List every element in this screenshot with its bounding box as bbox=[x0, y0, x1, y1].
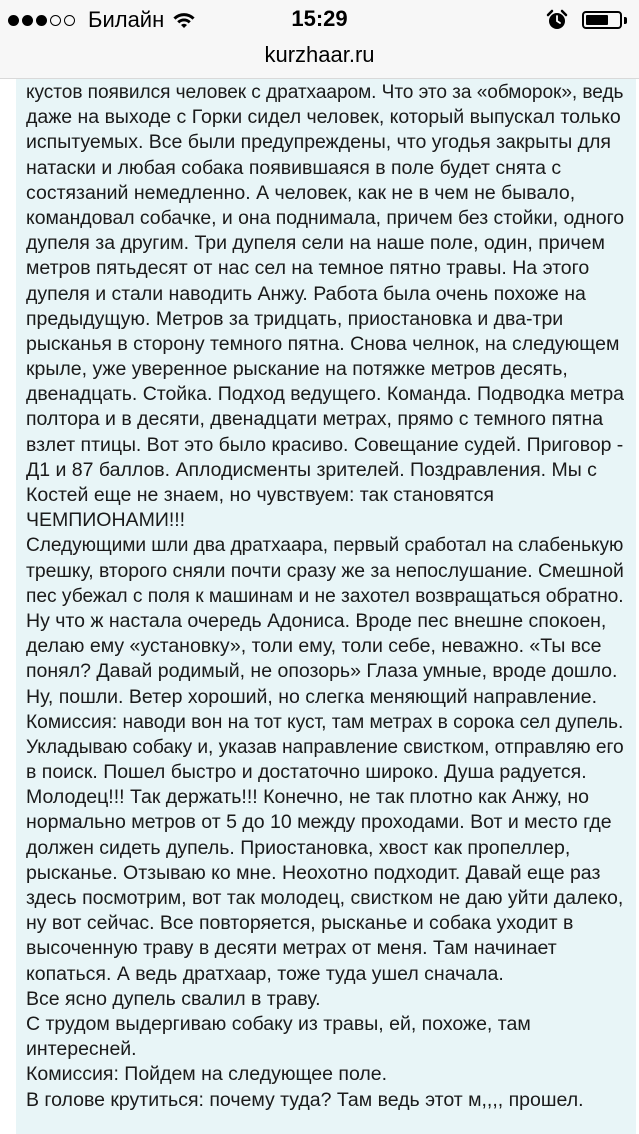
article-line: в поиск. Пошел быстро и достаточно широко. Душа радуется. bbox=[26, 761, 587, 784]
article-line: даже на выходе с Горки сидел человек, который выпускал только bbox=[26, 106, 621, 129]
article-line: нормально метров от 5 до 10 между проходами. Вот и место где bbox=[26, 811, 612, 834]
article-line: Д1 и 87 баллов. Аплодисменты зрителей. Поздравления. Мы с bbox=[26, 458, 597, 481]
article-text bbox=[16, 79, 636, 1134]
article-line: С трудом выдергиваю собаку из травы, ей, похоже, там bbox=[26, 1012, 531, 1035]
article-line: кустов появился человек с дратхааром. Что это за «обморок», ведь bbox=[26, 82, 624, 103]
status-right bbox=[546, 9, 627, 31]
article-line: метров пятьдесят от нас сел на темное пятно травы. На этого bbox=[26, 257, 590, 280]
article-line: предыдущую. Метров за тридцать, приостановка и два-три bbox=[26, 307, 564, 330]
article-line: делаю ему «установку», толи ему, толи себе, неважно. «Ты все bbox=[26, 635, 602, 658]
article-line: Костей еще не знаем, но чувствуем: так становятся bbox=[26, 484, 494, 506]
article-line: высоченную траву в десяти метрах от меня. Там начинает bbox=[26, 937, 557, 960]
battery-level bbox=[586, 15, 608, 25]
carrier-name: Билайн bbox=[88, 7, 165, 32]
article-line: ну вот сейчас. Все повторяется, рысканье и собака уходит в bbox=[26, 912, 574, 935]
article-line: двенадцать. Стойка. Подход ведущего. Команда. Подводка метра bbox=[26, 383, 624, 406]
article-line: Ну что ж настала очередь Адониса. Вроде пес внешне спокоен, bbox=[26, 609, 607, 632]
article-line: рысканья в сторону темного пятна. Снова челнок, на следующем bbox=[26, 332, 620, 355]
article-line: состязаний немедленно. А человек, как не в чем не бывало, bbox=[26, 181, 576, 204]
article-line: Все ясно дупель свалил в траву. bbox=[26, 987, 321, 1010]
url-text: kurzhaar.ru bbox=[264, 42, 375, 67]
alarm-clock-icon bbox=[546, 9, 568, 31]
article-line: Комиссия: Пойдем на следующее поле. bbox=[26, 1063, 388, 1086]
article-line: понял? Давай родимый, не опозорь» Глаза умные, вроде дошло. bbox=[26, 660, 618, 683]
article-line: дупеля за другим. Три дупеля сели на наше поле, один, причем bbox=[26, 232, 605, 255]
article-line: трешку, второго сняли почти сразу же за непослушание. Смешной bbox=[26, 559, 624, 582]
article-line: Комиссия: наводи вон на тот куст, там метрах в сорока сел дупель. bbox=[26, 711, 624, 733]
article-line: Ну, пошли. Ветер хороший, но слегка меняющий направление. bbox=[26, 685, 598, 708]
article-line: В голове крутиться: почему туда? Там ведь этот м,,,, прошел. bbox=[26, 1088, 584, 1111]
article-line: интересней. bbox=[26, 1038, 137, 1061]
article-line: крыле, уже уверенное рыскание на потяжке метров десять, bbox=[26, 358, 568, 381]
battery-tip bbox=[624, 17, 627, 24]
article-line: здесь посмотрим, вот так молодец, свистком не даю уйти далеко, bbox=[26, 887, 624, 909]
article-line: ЧЕМПИОНАМИ!!! bbox=[26, 509, 186, 532]
article-line: пес убежал с поля к машинам и не захотел возвращаться обратно. bbox=[26, 585, 624, 607]
address-bar[interactable] bbox=[0, 40, 639, 79]
battery-icon bbox=[582, 11, 622, 29]
article-line: взлет птицы. Вот это было красиво. Совещание судей. Приговор - bbox=[26, 433, 624, 456]
article-line: рысканье. Отзываю ко мне. Неохотно подходит. Давай еще раз bbox=[26, 861, 601, 884]
article-line: должен сидеть дупель. Приостановка, хвост как пропеллер, bbox=[26, 836, 571, 859]
status-bar bbox=[0, 0, 639, 40]
article-line: копаться. А ведь дратхаар, тоже туда ушел сначала. bbox=[26, 962, 504, 985]
article-line: Укладываю собаку и, указав направление свистком, отправляю его bbox=[26, 736, 624, 758]
status-time: 15:29 bbox=[291, 6, 348, 31]
article-line: дупеля и стали наводить Анжу. Работа была очень похоже на bbox=[26, 282, 586, 305]
article-line: испытуемых. Все были предупреждены, что угодья закрыты для bbox=[26, 131, 611, 154]
article-line: командовал собачке, и она поднимала, причем без стойки, одного bbox=[26, 206, 625, 229]
article-line: Молодец!!! Так держать!!! Конечно, не так плотно как Анжу, но bbox=[26, 786, 590, 809]
article-line: натаски и любая собака появившаяся в поле будет снята с bbox=[26, 156, 562, 179]
article-line: полтора и в десяти, двенадцати метрах, прямо с темного пятна bbox=[26, 408, 604, 431]
article-line: Следующими шли два дратхаара, первый сработал на слабенькую bbox=[26, 535, 624, 557]
page-margin bbox=[0, 79, 16, 1134]
